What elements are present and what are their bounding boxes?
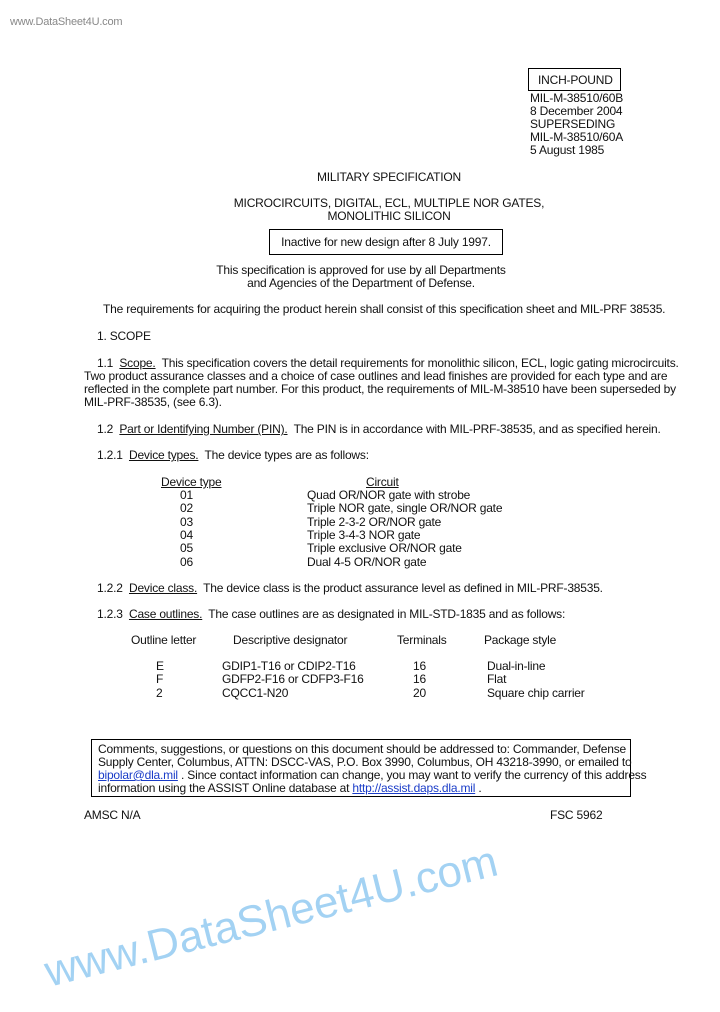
s11-title: Scope. <box>119 356 156 370</box>
comments-line4-text: information using the ASSIST Online database at <box>98 781 353 795</box>
comments-line4-end: . <box>475 781 482 795</box>
s11-line2: Two product assurance classes and a choice of case outlines and lead finishes are provided for each type and are <box>84 369 668 383</box>
device-type: 06 <box>180 554 193 569</box>
s12-text: The PIN is in accordance with MIL-PRF-38535, and as specified herein. <box>293 422 661 436</box>
s12-title: Part or Identifying Number (PIN). <box>119 422 288 436</box>
case-terminals: 20 <box>413 685 426 700</box>
spec-type: MILITARY SPECIFICATION <box>316 170 462 184</box>
watermark-diagonal: www.DataSheet4U.com <box>39 836 503 997</box>
doc-date: 8 December 2004 <box>530 104 623 118</box>
comments-line2: Supply Center, Columbus, ATTN: DSCC-VAS, P.O. Box 3990, Columbus, OH 43218-3990, or emailed to <box>98 755 632 769</box>
approval-line1: This specification is approved for use by all Departments <box>216 263 506 277</box>
device-type: 03 <box>180 514 193 529</box>
inactive-notice: Inactive for new design after 8 July 1997. <box>281 235 491 249</box>
s122 <box>97 582 603 595</box>
s121-text: The device types are as follows: <box>204 448 369 462</box>
doc-number: MIL-M-38510/60B <box>530 91 624 105</box>
s122-title: Device class. <box>128 581 198 595</box>
s121-num: 1.2.1 <box>97 448 123 462</box>
s121 <box>97 449 369 462</box>
comments-line3-text: . Since contact information can change, you may want to verify the currency of this address <box>177 768 647 782</box>
s122-text: The device class is the product assurance level as defined in MIL-PRF-38535. <box>203 581 603 595</box>
old-date: 5 August 1985 <box>530 143 605 157</box>
case-style: Dual-in-line <box>487 659 546 673</box>
device-circuit: Triple 2-3-2 OR/NOR gate <box>307 514 442 529</box>
s123-title: Case outlines. <box>128 607 203 621</box>
email-link[interactable]: bipolar@dla.mil <box>98 768 178 782</box>
case-terminals: 16 <box>413 672 426 687</box>
device-circuit: Triple exclusive OR/NOR gate <box>307 541 462 556</box>
case-designator: GDIP1-T16 or CDIP2-T16 <box>222 659 356 673</box>
device-circuit: Triple NOR gate, single OR/NOR gate <box>307 501 503 516</box>
s11-num: 1.1 <box>97 356 114 370</box>
designator-header: Descriptive designator <box>233 633 348 647</box>
superseding: SUPERSEDING <box>530 117 616 131</box>
comments-line4 <box>98 782 481 795</box>
device-type: 05 <box>180 541 193 556</box>
inch-pound: INCH-POUND <box>538 73 613 87</box>
device-type-header: Device type <box>161 475 222 489</box>
s123-text: The case outlines are as designated in MIL-STD-1835 and as follows: <box>208 607 566 621</box>
old-number: MIL-M-38510/60A <box>530 130 624 144</box>
case-letter: F <box>156 672 164 687</box>
device-type: 04 <box>180 527 193 542</box>
s122-num: 1.2.2 <box>97 581 123 595</box>
case-designator: GDFP2-F16 or CDFP3-F16 <box>222 672 364 687</box>
title-line2: MONOLITHIC SILICON <box>327 209 451 223</box>
title-line1: MICROCIRCUITS, DIGITAL, ECL, MULTIPLE NOR GATES, <box>233 196 545 210</box>
s11-line3: reflected in the complete part number. For this product, the requirements of MIL-M-38510 have been superseded by <box>84 382 676 396</box>
terminals-header: Terminals <box>397 633 447 647</box>
s12-num: 1.2 <box>97 422 114 436</box>
amsc: AMSC N/A <box>84 808 141 822</box>
case-letter: 2 <box>156 685 163 700</box>
watermark-top: www.DataSheet4U.com <box>10 16 123 28</box>
requirements: The requirements for acquiring the product herein shall consist of this specification sheet and MIL-PRF 38535. <box>103 302 666 316</box>
approval-line2: and Agencies of the Department of Defense. <box>247 276 475 290</box>
assist-link[interactable]: http://assist.daps.dla.mil <box>352 781 476 795</box>
case-style: Square chip carrier <box>487 685 585 700</box>
device-type: 01 <box>180 488 193 502</box>
case-terminals: 16 <box>413 659 426 673</box>
scope-heading: 1. SCOPE <box>97 329 151 343</box>
fsc: FSC 5962 <box>550 808 603 822</box>
device-circuit: Dual 4-5 OR/NOR gate <box>307 554 427 569</box>
case-designator: CQCC1-N20 <box>222 685 289 700</box>
outline-letter-header: Outline letter <box>131 633 197 647</box>
circuit-header: Circuit <box>366 475 399 489</box>
s123-num: 1.2.3 <box>97 607 123 621</box>
package-style-header: Package style <box>484 633 557 647</box>
device-type: 02 <box>180 501 193 516</box>
s12 <box>97 423 661 436</box>
case-style: Flat <box>487 672 507 687</box>
s121-title: Device types. <box>128 448 199 462</box>
s123 <box>97 608 565 621</box>
device-circuit: Quad OR/NOR gate with strobe <box>307 488 471 502</box>
comments-line1: Comments, suggestions, or questions on this document should be addressed to: Commander, Defense <box>98 742 626 756</box>
case-letter: E <box>156 659 164 673</box>
s11-line4: MIL-PRF-38535, (see 6.3). <box>84 395 222 409</box>
s11-text: This specification covers the detail requirements for monolithic silicon, ECL, logic gating microcircuits. <box>161 356 679 370</box>
device-circuit: Triple 3-4-3 NOR gate <box>307 527 421 542</box>
